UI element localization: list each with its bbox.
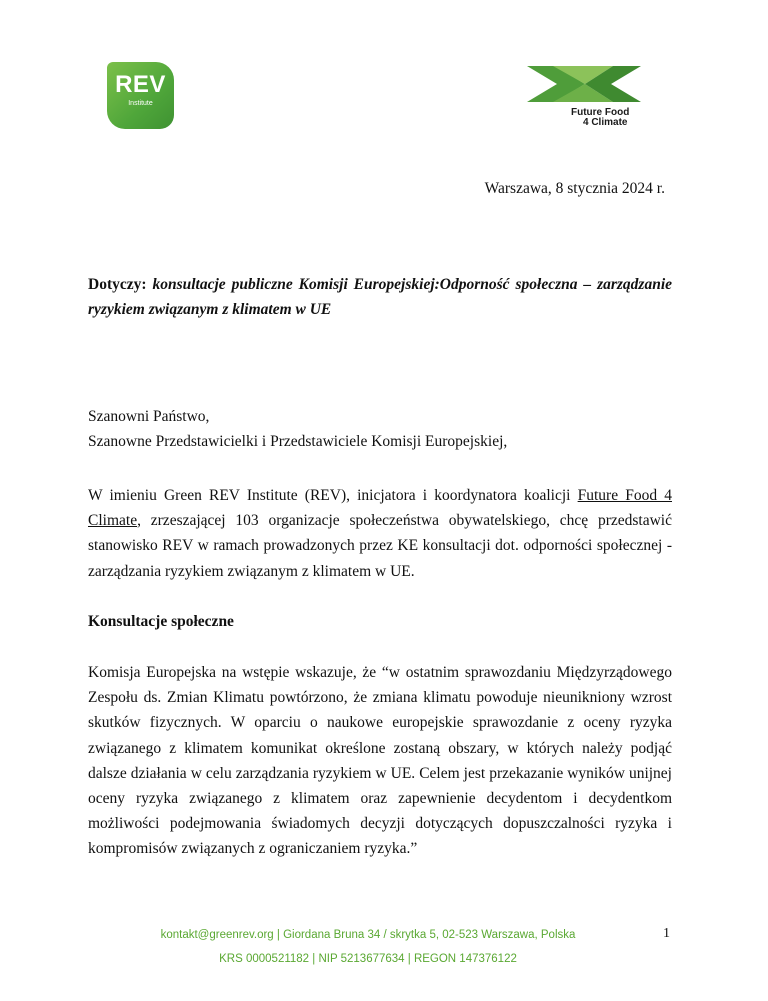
consultation-paragraph: Komisja Europejska na wstępie wskazuje, że “w ostatnim sprawozdaniu Międzyrządowego Zespołu ds. Zmian Klimatu powtórzono, że zmiana klimatu powoduje nieunikniony wzrost skutków fizycznych. W oparciu o naukowe europejskie sprawozdanie z oceny ryzyka związanego z klimatem komunikat określone zostaną obszary, w których należy podjąć dalsze działania w celu zarządzania ryzykiem w UE. Celem jest przekazanie wyników unijnej oceny ryzyka związanego z klimatem oraz zapewnienie decydentom i decydentkom możliwości podejmowania świadomych decyzji dotyczących dopuszczalności ryzyka i kompromisów związanych z ograniczaniem ryzyka.” — [88, 664, 672, 858]
intro-text-before: W imieniu Green REV Institute (REV), inicjatora i koordynatora koalicji — [88, 487, 578, 504]
page-number: 1 — [663, 926, 670, 941]
ff4c-logo-line1: Future Food — [571, 107, 630, 118]
letter-subject — [88, 272, 672, 322]
subject-lead: Dotyczy: — [88, 276, 147, 293]
subject-topic: konsultacje publiczne Komisji Europejskiej:Odporność społeczna – zarządzanie ryzykiem związanym z klimatem w UE — [88, 276, 673, 318]
rev-institute-logo — [107, 62, 174, 129]
intro-text-after: , zrzeszającej 103 organizacje społeczeństwa obywatelskiego, chcę przedstawić stanowisko REV w ramach prowadzonych przez KE konsultacji dot. odporności społecznej - zarządzania ryzykiem związanym z klimatem w UE. — [88, 512, 672, 580]
rev-logo-text: REV — [115, 71, 166, 98]
greeting-line-2: Szanowne Przedstawicielki i Przedstawiciele Komisji Europejskiej, — [88, 433, 508, 450]
footer-contact: kontakt@greenrev.org | Giordana Bruna 34 / skrytka 5, 02-523 Warszawa, Polska — [160, 929, 576, 941]
intro-paragraph — [88, 483, 672, 584]
letter-date: Warszawa, 8 stycznia 2024 r. — [484, 180, 665, 197]
footer-registry: KRS 0000521182 | NIP 5213677634 | REGON 147376122 — [219, 953, 517, 965]
ff4c-ribbon-icon — [527, 62, 641, 108]
rev-logo-subtext: Institute — [128, 100, 153, 107]
ff4c-logo-line2: 4 Climate — [583, 117, 628, 128]
coalition-link[interactable]: Future Food 4 Climate — [88, 487, 672, 530]
letter-greeting — [88, 404, 507, 454]
future-food-4-climate-logo — [527, 62, 641, 132]
greeting-line-1: Szanowni Państwo, — [88, 408, 210, 425]
section-heading: Konsultacje społeczne — [88, 613, 234, 630]
